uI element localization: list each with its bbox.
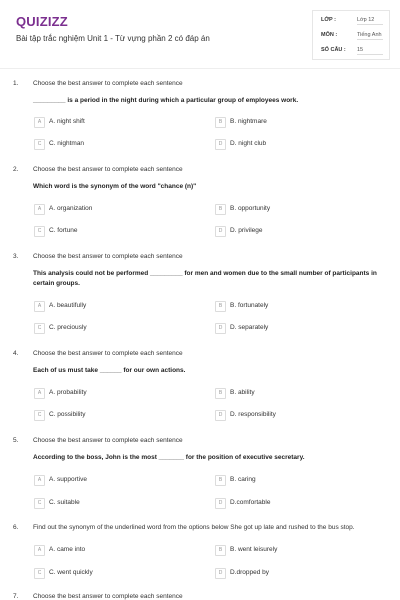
option-text: B. nightmare [230, 118, 267, 125]
option-text: A. probability [49, 389, 87, 396]
meta-value: Tiếng Anh [357, 32, 382, 38]
question-text: Which word is the synonym of the word "chance (n)" [33, 183, 197, 190]
option-letter-box: B [215, 301, 226, 312]
option-text: D. responsibility [230, 411, 276, 418]
option-letter-box: A [34, 388, 45, 399]
option-letter-box: A [34, 475, 45, 486]
option-letter-box: D [215, 139, 226, 150]
option-letter-box: C [34, 498, 45, 509]
option-text: D. night club [230, 140, 267, 147]
option-letter-box: B [215, 475, 226, 486]
option-letter-box: D [215, 568, 226, 579]
question-text: _________ is a period in the night during which a particular group of employees work. [33, 97, 299, 104]
option-text: D.dropped by [230, 569, 270, 576]
option-letter-box: A [34, 204, 45, 215]
option-text: B. ability [230, 389, 255, 396]
worksheet-header [0, 0, 400, 68]
option-letter-box: C [34, 410, 45, 421]
option-text: D. separately [230, 324, 269, 331]
option-text: B. fortunately [230, 302, 269, 309]
question-instruction: Choose the best answer to complete each sentence [33, 350, 183, 357]
question-number: 7. [13, 593, 19, 600]
meta-row-count [321, 47, 391, 59]
option-text: B. caring [230, 476, 256, 483]
meta-key: MÔN : [321, 32, 338, 38]
question-instruction: Choose the best answer to complete each sentence [33, 437, 183, 444]
meta-key: LỚP : [321, 17, 336, 23]
option-text: C. nightman [49, 140, 85, 147]
option-letter-box: C [34, 226, 45, 237]
question-number: 5. [13, 437, 19, 444]
question-number: 6. [13, 524, 19, 531]
option-text: A. beautifully [49, 302, 87, 309]
question-text: This analysis could not be performed _________ for men and women due to the small number of participants in certain groups. [33, 270, 377, 287]
meta-row-subject [321, 32, 391, 44]
option-letter-box: A [34, 301, 45, 312]
option-letter-box: D [215, 410, 226, 421]
meta-info-box [312, 10, 390, 60]
option-text: B. went leisurely [230, 546, 278, 553]
option-letter-box: B [215, 204, 226, 215]
option-letter-box: C [34, 568, 45, 579]
question-number: 1. [13, 80, 19, 87]
question-instruction: Choose the best answer to complete each sentence [33, 253, 183, 260]
option-text: C. preciously [49, 324, 87, 331]
option-text: A. organization [49, 205, 93, 212]
option-letter-box: C [34, 323, 45, 334]
meta-key: SỐ CÂU : [321, 47, 346, 53]
quizizz-logo: QUIZIZZ [16, 14, 68, 29]
option-text: C. fortune [49, 227, 78, 234]
question-instruction: Choose the best answer to complete each sentence [33, 80, 183, 87]
option-letter-box: D [215, 498, 226, 509]
meta-value: Lớp 12 [357, 17, 383, 25]
question-instruction: Find out the synonym of the underlined word from the options below She got up late and rushed to the bus stop. [33, 524, 355, 531]
question-number: 2. [13, 166, 19, 173]
question-instruction: Choose the best answer to complete each sentence [33, 166, 183, 173]
option-text: A. night shift [49, 118, 85, 125]
worksheet-title: Bài tập trắc nghiệm Unit 1 - Từ vựng phần 2 có đáp án [16, 34, 210, 43]
question-number: 4. [13, 350, 19, 357]
question-text: Each of us must take ______ for our own actions. [33, 367, 186, 374]
option-text: B. opportunity [230, 205, 271, 212]
option-text: C. suitable [49, 499, 80, 506]
option-letter-box: B [215, 545, 226, 556]
question-instruction: Choose the best answer to complete each sentence [33, 593, 183, 600]
option-letter-box: D [215, 226, 226, 237]
option-letter-box: C [34, 139, 45, 150]
question-text: According to the boss, John is the most _______ for the position of executive secretary. [33, 454, 305, 461]
option-letter-box: A [34, 117, 45, 128]
option-letter-box: D [215, 323, 226, 334]
option-text: A. came into [49, 546, 86, 553]
option-letter-box: B [215, 388, 226, 399]
option-text: D.comfortable [230, 499, 271, 506]
option-text: D. privilege [230, 227, 263, 234]
meta-value: 15 [357, 47, 383, 55]
option-letter-box: B [215, 117, 226, 128]
header-divider [0, 68, 400, 69]
question-number: 3. [13, 253, 19, 260]
option-letter-box: A [34, 545, 45, 556]
meta-row-class [321, 17, 391, 29]
option-text: C. went quickly [49, 569, 93, 576]
option-text: A. supportive [49, 476, 87, 483]
option-text: C. possibility [49, 411, 86, 418]
